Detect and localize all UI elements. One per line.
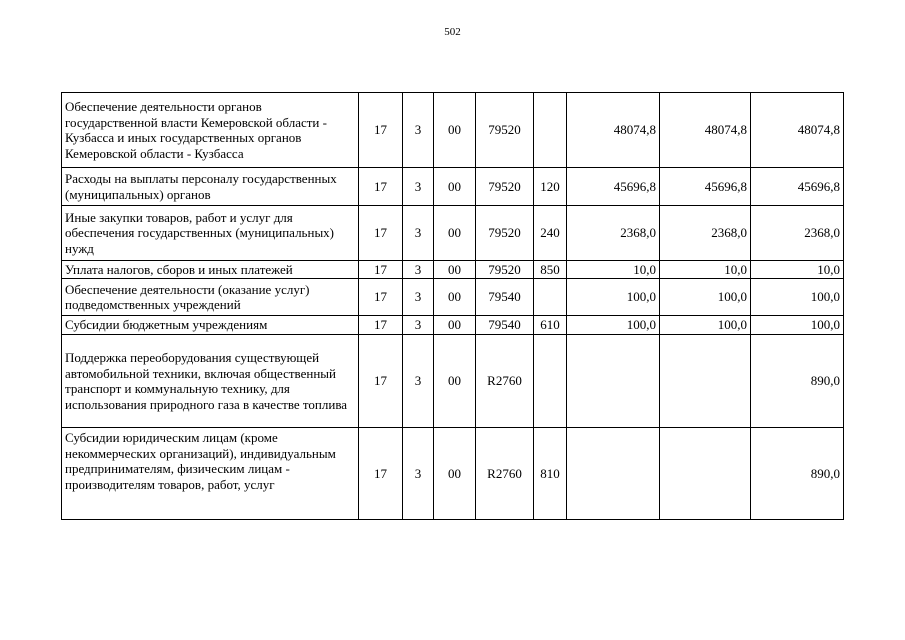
target-article-code: 79520 bbox=[476, 261, 534, 279]
amount-year-1: 100,0 bbox=[567, 316, 660, 335]
target-article-code: R2760 bbox=[476, 335, 534, 428]
row-name: Субсидии бюджетным учреждениям bbox=[62, 316, 359, 335]
row-name: Субсидии юридическим лицам (кроме некоммерческих организаций), индивидуальным предпринимателям, физическим лицам - производителям товаров, работ, услуг bbox=[62, 428, 359, 520]
section-code: 3 bbox=[403, 93, 434, 168]
table-row bbox=[62, 168, 844, 206]
chapter-code: 17 bbox=[359, 206, 403, 261]
amount-year-3: 48074,8 bbox=[751, 93, 844, 168]
table-row bbox=[62, 93, 844, 168]
subsection-code: 00 bbox=[434, 261, 476, 279]
row-name: Расходы на выплаты персоналу государственных (муниципальных) органов bbox=[62, 168, 359, 206]
subsection-code: 00 bbox=[434, 316, 476, 335]
table-row bbox=[62, 279, 844, 316]
amount-year-2: 100,0 bbox=[660, 316, 751, 335]
amount-year-2 bbox=[660, 428, 751, 520]
target-article-code: 79520 bbox=[476, 93, 534, 168]
amount-year-3: 100,0 bbox=[751, 316, 844, 335]
subsection-code: 00 bbox=[434, 279, 476, 316]
amount-year-2: 2368,0 bbox=[660, 206, 751, 261]
expense-type-code: 240 bbox=[534, 206, 567, 261]
target-article-code: 79540 bbox=[476, 279, 534, 316]
amount-year-1: 2368,0 bbox=[567, 206, 660, 261]
budget-table bbox=[61, 92, 844, 520]
amount-year-2: 10,0 bbox=[660, 261, 751, 279]
expense-type-code: 610 bbox=[534, 316, 567, 335]
subsection-code: 00 bbox=[434, 335, 476, 428]
subsection-code: 00 bbox=[434, 428, 476, 520]
chapter-code: 17 bbox=[359, 335, 403, 428]
amount-year-1: 48074,8 bbox=[567, 93, 660, 168]
row-name: Уплата налогов, сборов и иных платежей bbox=[62, 261, 359, 279]
row-name: Поддержка переоборудования существующей автомобильной техники, включая общественный транспорт и коммунальную технику, для использования природного газа в качестве топлива bbox=[62, 335, 359, 428]
amount-year-3: 890,0 bbox=[751, 335, 844, 428]
amount-year-2: 45696,8 bbox=[660, 168, 751, 206]
expense-type-code bbox=[534, 93, 567, 168]
section-code: 3 bbox=[403, 428, 434, 520]
amount-year-2 bbox=[660, 335, 751, 428]
row-name: Обеспечение деятельности органов государственной власти Кемеровской области - Кузбасса и иных государственных органов Кемеровской области - Кузбасса bbox=[62, 93, 359, 168]
section-code: 3 bbox=[403, 206, 434, 261]
amount-year-3: 100,0 bbox=[751, 279, 844, 316]
section-code: 3 bbox=[403, 316, 434, 335]
chapter-code: 17 bbox=[359, 316, 403, 335]
table-row bbox=[62, 261, 844, 279]
subsection-code: 00 bbox=[434, 168, 476, 206]
section-code: 3 bbox=[403, 168, 434, 206]
amount-year-3: 45696,8 bbox=[751, 168, 844, 206]
table-row bbox=[62, 428, 844, 520]
amount-year-2: 48074,8 bbox=[660, 93, 751, 168]
target-article-code: R2760 bbox=[476, 428, 534, 520]
chapter-code: 17 bbox=[359, 279, 403, 316]
amount-year-2: 100,0 bbox=[660, 279, 751, 316]
chapter-code: 17 bbox=[359, 261, 403, 279]
expense-type-code bbox=[534, 279, 567, 316]
subsection-code: 00 bbox=[434, 93, 476, 168]
amount-year-1: 10,0 bbox=[567, 261, 660, 279]
expense-type-code bbox=[534, 335, 567, 428]
section-code: 3 bbox=[403, 261, 434, 279]
amount-year-3: 890,0 bbox=[751, 428, 844, 520]
expense-type-code: 850 bbox=[534, 261, 567, 279]
chapter-code: 17 bbox=[359, 93, 403, 168]
expense-type-code: 810 bbox=[534, 428, 567, 520]
page-number: 502 bbox=[444, 26, 461, 38]
subsection-code: 00 bbox=[434, 206, 476, 261]
target-article-code: 79520 bbox=[476, 168, 534, 206]
expense-type-code: 120 bbox=[534, 168, 567, 206]
amount-year-3: 2368,0 bbox=[751, 206, 844, 261]
table-row bbox=[62, 316, 844, 335]
row-name: Обеспечение деятельности (оказание услуг) подведомственных учреждений bbox=[62, 279, 359, 316]
target-article-code: 79540 bbox=[476, 316, 534, 335]
amount-year-1 bbox=[567, 335, 660, 428]
row-name: Иные закупки товаров, работ и услуг для обеспечения государственных (муниципальных) нужд bbox=[62, 206, 359, 261]
chapter-code: 17 bbox=[359, 428, 403, 520]
target-article-code: 79520 bbox=[476, 206, 534, 261]
amount-year-1 bbox=[567, 428, 660, 520]
table-row bbox=[62, 206, 844, 261]
table-row bbox=[62, 335, 844, 428]
section-code: 3 bbox=[403, 335, 434, 428]
amount-year-1: 100,0 bbox=[567, 279, 660, 316]
amount-year-3: 10,0 bbox=[751, 261, 844, 279]
section-code: 3 bbox=[403, 279, 434, 316]
amount-year-1: 45696,8 bbox=[567, 168, 660, 206]
chapter-code: 17 bbox=[359, 168, 403, 206]
